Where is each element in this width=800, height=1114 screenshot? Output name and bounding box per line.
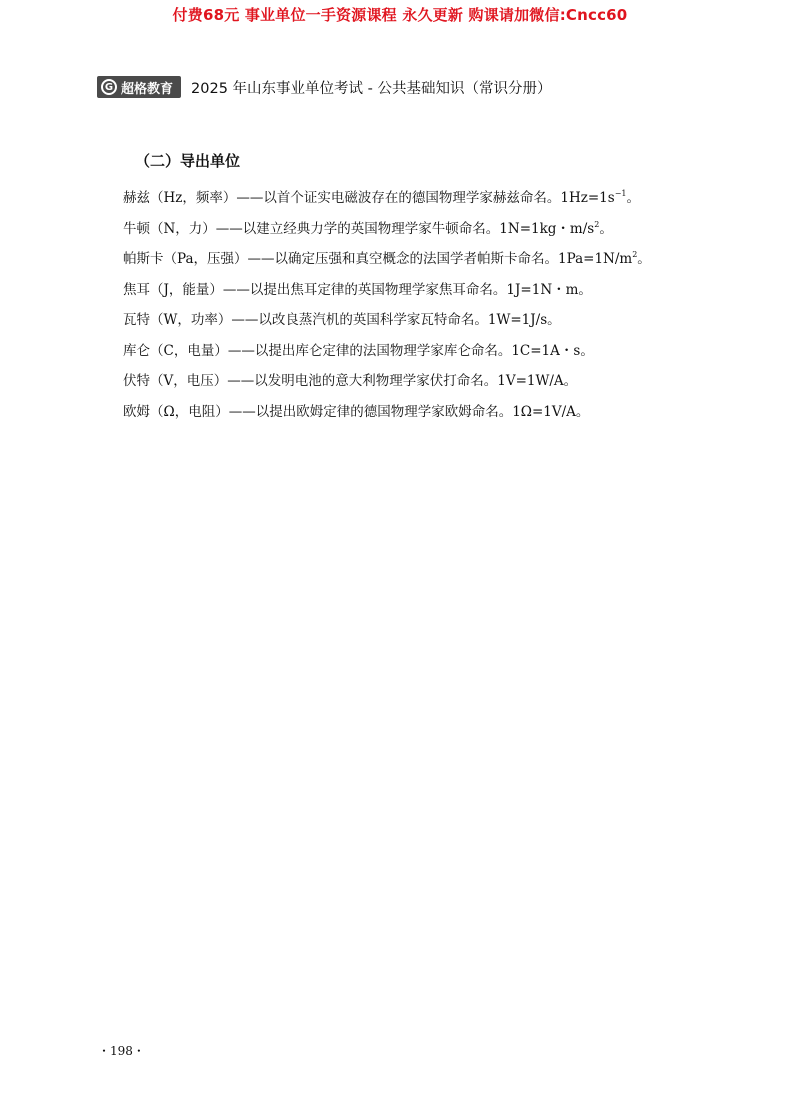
item-superscript: 2 (632, 250, 638, 259)
item-text: 赫兹（Hz，频率）——以首个证实电磁波存在的德国物理学家赫兹命名。1Hz=1s (123, 190, 615, 206)
item-tail: 。 (626, 190, 640, 206)
logo-icon: G (101, 79, 117, 95)
item-superscript: 2 (594, 219, 600, 229)
item-text: 库仑（C，电量）——以提出库仑定律的法国物理学家库仑命名。1C=1A・s。 (123, 342, 594, 359)
running-header (97, 75, 551, 99)
list-item (123, 370, 723, 401)
section-title: （二）导出单位 (135, 152, 241, 170)
header-title: 2025 年山东事业单位考试 - 公共基础知识（常识分册） (191, 80, 552, 97)
list-item (123, 279, 723, 310)
logo-text: 超格教育 (121, 81, 174, 97)
item-text: 伏特（V，电压）——以发明电池的意大利物理学家伏打命名。1V=1W/A。 (123, 373, 578, 389)
item-text: 欧姆（Ω，电阻）——以提出欧姆定律的德国物理学家欧姆命名。1Ω=1V/A。 (123, 403, 590, 420)
item-text: 帕斯卡（Pa，压强）——以确定压强和真空概念的法国学者帕斯卡命名。1Pa=1N/m (123, 251, 633, 267)
list-item (123, 340, 723, 371)
unit-list (123, 187, 723, 431)
page-number: ・198・ (98, 1044, 145, 1058)
list-item (123, 187, 723, 218)
item-text: 瓦特（W，功率）——以改良蒸汽机的英国科学家瓦特命名。1W=1J/s。 (123, 312, 561, 328)
publisher-logo (97, 76, 181, 98)
list-item (123, 248, 723, 279)
list-item (123, 401, 723, 432)
item-text: 焦耳（J，能量）——以提出焦耳定律的英国物理学家焦耳命名。1J=1N・m。 (123, 281, 592, 298)
item-tail: 。 (637, 251, 651, 267)
item-superscript: −1 (614, 189, 627, 198)
item-text: 牛顿（N，力）——以建立经典力学的英国物理学家牛顿命名。1N=1kg・m/s (123, 220, 595, 237)
list-item (123, 218, 723, 249)
item-tail: 。 (599, 220, 613, 237)
list-item (123, 309, 723, 340)
watermark-banner: 付费68元 事业单位一手资源课程 永久更新 购课请加微信:Cncc60 (172, 6, 628, 24)
